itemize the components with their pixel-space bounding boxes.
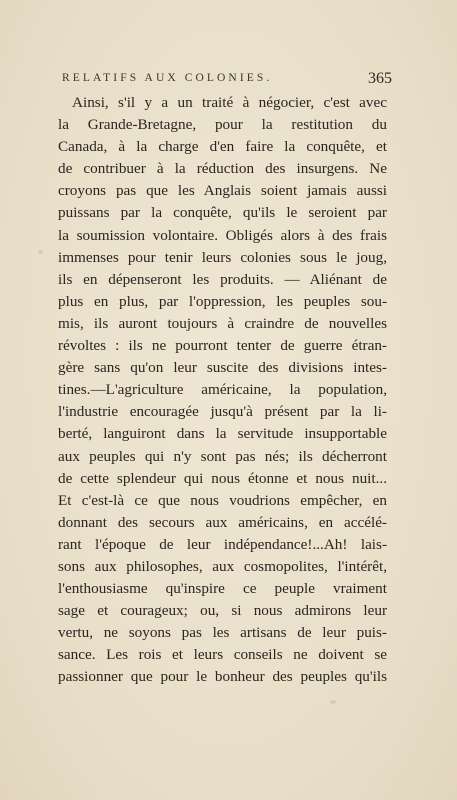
text-line: l'enthousiasme qu'inspire ce peuple vraiment	[58, 580, 387, 598]
text-line: croyons pas que les Anglais soient jamais aussi	[58, 182, 387, 200]
text-line: donnant des secours aux américains, en accélé-	[58, 513, 387, 531]
text-line: sons aux philosophes, aux cosmopolites, l'intérêt,	[58, 557, 387, 575]
paper-stain	[38, 250, 43, 254]
running-title: RELATIFS AUX COLONIES.	[62, 72, 273, 84]
text-line: plus en plus, par l'oppression, les peuples sou-	[58, 292, 387, 310]
page-header	[62, 70, 392, 90]
text-line: la Grande-Bretagne, pour la restitution du	[58, 116, 387, 134]
text-line: Et c'est-là ce que nous voudrions empêcher, en	[58, 491, 387, 509]
text-line: tines.—L'agriculture américaine, la population,	[58, 381, 387, 399]
text-line: de contribuer à la réduction des insurgens. Ne	[58, 160, 387, 178]
paper-stain	[330, 700, 336, 704]
text-line: sage et courageux; ou, si nous admirons leur	[58, 602, 387, 620]
text-line: ils en dépenseront les produits. — Aliénant de	[58, 270, 387, 288]
text-line: révoltes : ils ne pourront tenter de guerre étran-	[58, 337, 387, 355]
page-number: 365	[368, 70, 392, 87]
text-line: berté, languiront dans la servitude insupportable	[58, 425, 387, 443]
text-line: mis, ils auront toujours à craindre de nouvelles	[58, 314, 387, 332]
text-line: rant l'époque de leur indépendance!...Ah! lais-	[58, 535, 387, 553]
text-line: passionner que pour le bonheur des peuples qu'ils	[58, 668, 387, 686]
text-line: aux peuples qui n'y sont pas nés; ils décherront	[58, 447, 387, 465]
text-line: Canada, à la charge d'en faire la conquête, et	[58, 138, 387, 156]
text-line: l'industrie encouragée jusqu'à présent par la li-	[58, 403, 387, 421]
text-line: Ainsi, s'il y a un traité à négocier, c'est avec	[72, 94, 387, 111]
text-line: puissans par la conquête, qu'ils le seroient par	[58, 204, 387, 222]
text-line: la soumission volontaire. Obligés alors à des frais	[58, 226, 387, 244]
body-text	[58, 92, 387, 689]
text-line: vertu, ne soyons pas les artisans de leur puis-	[58, 624, 387, 642]
text-line: de cette splendeur qui nous étonne et nous nuit...	[58, 469, 387, 487]
text-line: sance. Les rois et leurs conseils ne doivent se	[58, 646, 387, 664]
text-line: gère sans qu'on leur suscite des divisions intes-	[58, 359, 387, 377]
text-line: immenses pour tenir leurs colonies sous le joug,	[58, 248, 387, 266]
